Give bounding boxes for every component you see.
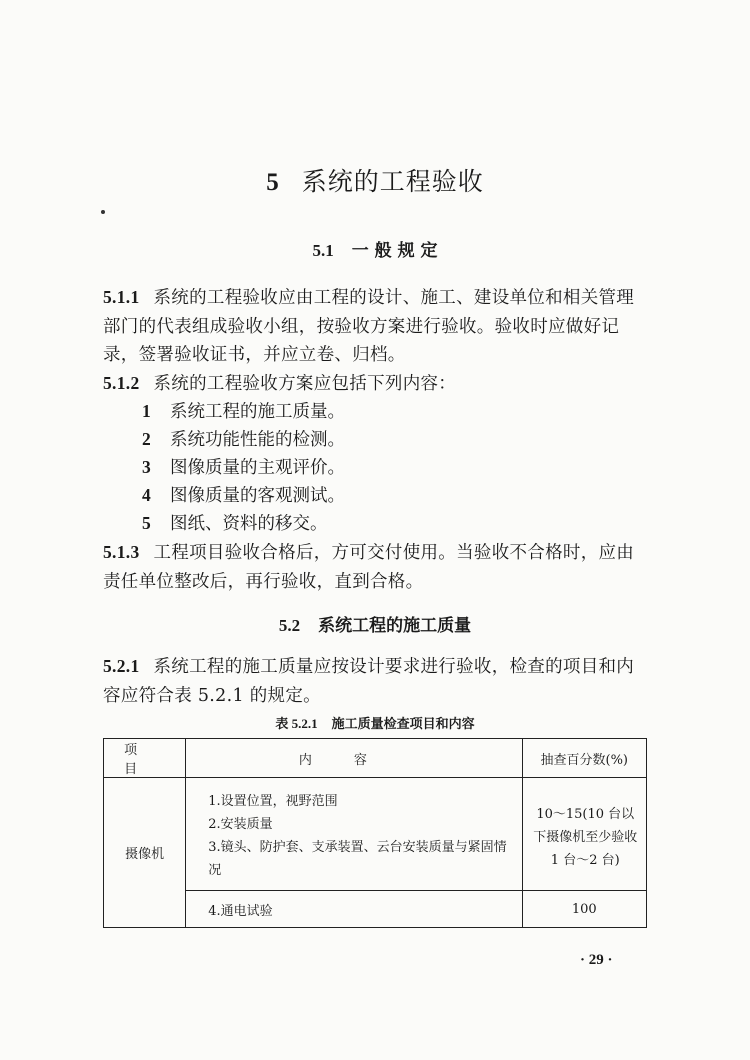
clause-number: 5.2.1 [103,656,140,676]
inspection-table [103,738,647,928]
clause-5-1-3 [103,538,648,596]
list-item-text: 图像质量的客观测试。 [170,486,345,506]
list-item [142,481,345,510]
content-cell: 4.通电试验 [186,891,522,928]
list-item-text: 系统工程的施工质量。 [170,402,345,422]
section-title-text: 一 般 规 定 [351,241,438,261]
clause-5-1-1 [103,283,648,370]
row-item-camera: 摄像机 [104,778,186,928]
clause-text: 系统的工程验收应由工程的设计、施工、建设单位和相关管理部门的代表组成验收小组，按验收方案进行验收。验收时应做好记录，签署验收证书，并应立卷、归档。 [103,288,635,365]
clause-number: 5.1.1 [103,287,140,307]
chapter-title-text: 系统的工程验收 [301,167,484,196]
clause-text: 系统工程的施工质量应按设计要求进行验收，检查的项目和内容应符合表 5.2.1 的规定。 [103,657,635,706]
table-header-row [104,739,647,778]
section-title-5-2 [0,611,750,636]
table-caption-number: 表 5.2.1 [275,716,318,731]
section-title-5-1 [0,236,750,261]
header-percentage: 抽查百分数(%) [522,739,647,778]
list-item-number: 3 [142,457,151,477]
section-number: 5.2 [278,616,301,635]
clause-number: 5.1.2 [103,373,140,393]
chapter-title [0,162,750,198]
list-item [142,425,345,454]
table-caption-title: 施工质量检查项目和内容 [331,717,475,732]
list-item-number: 1 [142,401,151,421]
content-line: 1.设置位置，视野范围 [208,794,338,809]
percentage-cell: 100 [522,891,647,928]
content-line: 2.安装质量 [208,817,273,832]
table-caption [0,713,750,732]
content-line: 3.镜头、防护套、支承装置、云台安装质量与紧固情况 [208,840,507,878]
clause-number: 5.1.3 [103,542,140,562]
list-item-text: 图纸、资料的移交。 [170,514,328,534]
list-item-text: 图像质量的主观评价。 [170,458,345,478]
scan-speck [101,210,105,214]
list-item [142,509,328,538]
list-item-number: 4 [142,485,151,505]
page-number: · 29 · [580,952,613,968]
chapter-number: 5 [266,169,280,196]
table-row [104,891,647,928]
list-item-number: 5 [142,513,151,533]
list-item-text: 系统功能性能的检测。 [170,430,345,450]
clause-text: 系统的工程验收方案应包括下列内容： [153,374,457,394]
table-row [104,778,647,891]
section-title-text: 系统工程的施工质量 [318,616,472,636]
clause-5-2-1 [103,652,648,710]
content-cell [186,778,522,891]
clause-text: 工程项目验收合格后，方可交付使用。当验收不合格时，应由责任单位整改后，再行验收，直到合格。 [103,543,635,592]
section-number: 5.1 [312,241,334,260]
list-item [142,397,345,426]
percentage-value: 10～15(10 台以下摄像机至少验收 1 台～2 台) [533,806,638,868]
percentage-cell [522,778,647,891]
header-content: 内容 [186,739,522,778]
clause-5-1-2 [103,369,648,399]
list-item-number: 2 [142,429,151,449]
list-item [142,453,345,482]
header-item: 项目 [104,739,186,778]
